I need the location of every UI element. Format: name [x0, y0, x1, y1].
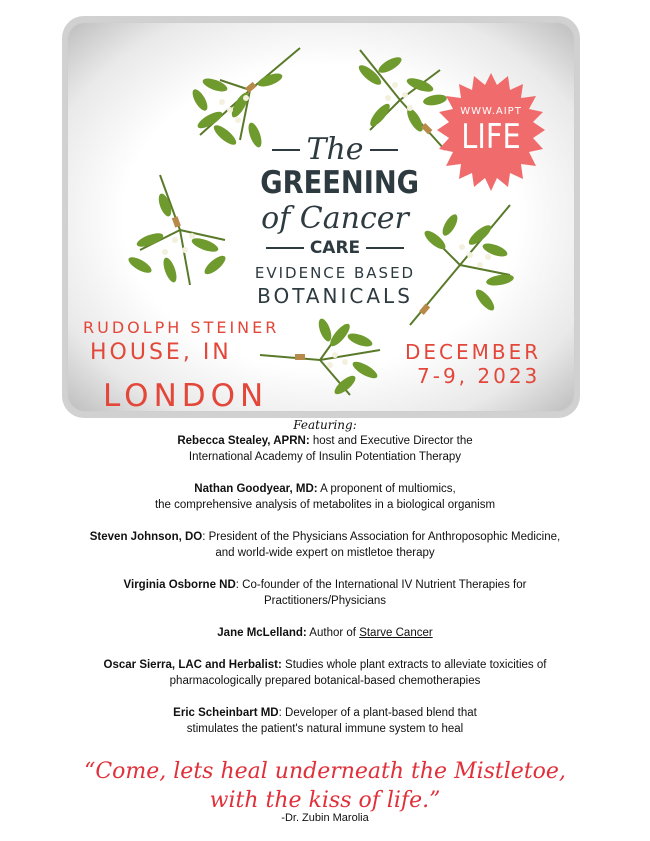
title-greening: GREENING — [260, 165, 420, 201]
speaker-desc: Studies whole plant extracts to alleviate toxicities of — [281, 659, 547, 671]
quote-line-2: with the kiss of life.” — [209, 788, 441, 813]
date-month: DECEMBER — [405, 340, 542, 364]
speaker-item — [0, 705, 650, 737]
speaker-item — [0, 657, 650, 689]
speaker-desc: : Co-founder of the International IV Nutrient Therapies for — [235, 579, 527, 591]
speaker-name: Steven Johnson, DO — [89, 531, 203, 543]
divider — [272, 149, 300, 151]
speaker-name: Oscar Sierra, LAC and Herbalist: — [103, 659, 282, 671]
speaker-item — [0, 625, 650, 641]
divider — [366, 247, 404, 249]
mistletoe-sprig-icon — [120, 170, 240, 290]
speaker-desc-2: Practitioners/Physicians — [263, 595, 387, 607]
title-care: CARE — [309, 238, 361, 258]
event-title — [250, 132, 420, 308]
speaker-item — [0, 481, 650, 513]
speaker-list — [0, 433, 650, 753]
subtitle-botanicals: BOTANICALS — [257, 284, 413, 308]
mistletoe-sprig-icon — [180, 40, 310, 150]
quote — [0, 757, 650, 815]
speaker-desc: : President of the Physicians Association for Anthroposophic Medicine, — [202, 531, 561, 543]
divider — [266, 247, 304, 249]
speaker-item — [0, 577, 650, 609]
speaker-name: Jane McLelland: — [217, 627, 307, 639]
speaker-desc-2: pharmacologically prepared botanical-based chemotherapies — [169, 675, 481, 687]
date-days: 7-9, 2023 — [417, 364, 541, 388]
title-the: The — [306, 132, 364, 167]
speaker-name: Virginia Osborne ND — [123, 579, 236, 591]
speaker-name: Eric Scheinbart MD — [173, 707, 279, 719]
title-of-cancer: of Cancer — [261, 201, 409, 236]
subtitle-evidence: EVIDENCE BASED — [254, 264, 416, 282]
divider — [370, 149, 398, 151]
speaker-desc: Author of — [306, 627, 360, 639]
speaker-desc: : Developer of a plant-based blend that — [278, 707, 477, 719]
speaker-desc: A proponent of multiomics, — [317, 483, 456, 495]
speaker-item — [0, 433, 650, 465]
venue-line-2: HOUSE, IN — [90, 340, 232, 365]
speaker-item — [0, 529, 650, 561]
speaker-desc: host and Executive Director the — [309, 435, 473, 447]
venue-city: LONDON — [103, 378, 269, 414]
badge-url: WWW.AIPT — [460, 106, 522, 117]
book-link[interactable]: Starve Cancer — [359, 627, 433, 639]
featuring-label: Featuring: — [293, 418, 357, 432]
speaker-name: Nathan Goodyear, MD: — [194, 483, 318, 495]
speaker-desc-2: stimulates the patient's natural immune system to heal — [186, 723, 464, 735]
quote-line-1: “Come, lets heal underneath the Mistletoe, — [84, 759, 566, 784]
speaker-name: Rebecca Stealey, APRN: — [177, 435, 310, 447]
venue-line-1: RUDOLPH STEINER — [83, 318, 280, 337]
speaker-desc-2: and world-wide expert on mistletoe therapy — [215, 547, 435, 559]
badge-life: LIFE — [461, 117, 521, 157]
website-badge — [432, 73, 550, 191]
quote-attribution: -Dr. Zubin Marolia — [281, 812, 369, 824]
speaker-desc-2: the comprehensive analysis of metabolites in a biological organism — [154, 499, 496, 511]
speaker-desc-2: International Academy of Insulin Potentiation Therapy — [188, 451, 462, 463]
